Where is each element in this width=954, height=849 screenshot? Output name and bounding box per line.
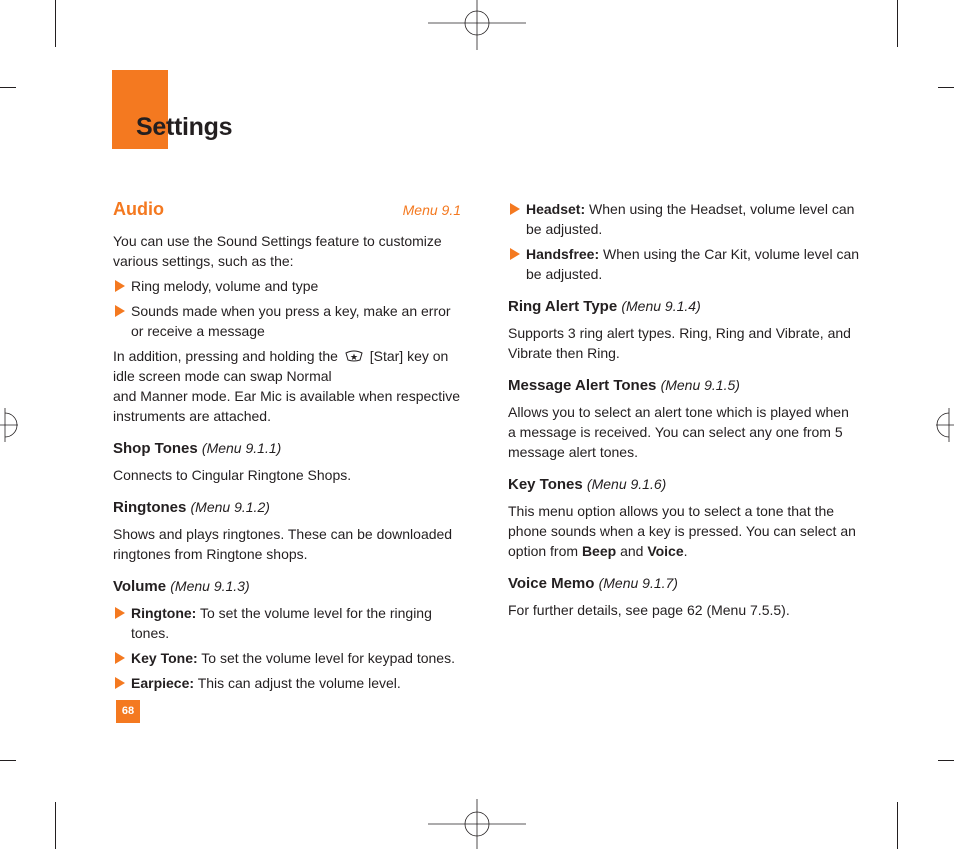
crop-mark: [897, 802, 898, 849]
list-item: Earpiece: This can adjust the volume level.: [113, 673, 465, 693]
section-heading: Message Alert Tones (Menu 9.1.5): [508, 377, 740, 394]
crop-mark: [55, 802, 56, 849]
section-body: This menu option allows you to select a tone that the phone sounds when a key is pressed. You can select an option from Beep and Voice.: [508, 503, 856, 559]
list-item: Handsfree: When using the Car Kit, volume level can be adjusted.: [508, 244, 860, 284]
list-item: Sounds made when you press a key, make an error or receive a message: [113, 301, 465, 341]
arrow-bullet-icon: [115, 677, 125, 689]
crop-mark: [55, 0, 56, 47]
registration-mark: [428, 0, 526, 50]
registration-mark: [936, 408, 954, 442]
audio-title: Audio: [113, 199, 164, 219]
star-key-icon: [345, 350, 363, 362]
list-item: Headset: When using the Headset, volume level can be adjusted.: [508, 199, 860, 239]
list-item: Ringtone: To set the volume level for the ringing tones.: [113, 603, 465, 643]
section-heading: Shop Tones (Menu 9.1.1): [113, 440, 282, 457]
audio-intro: You can use the Sound Settings feature to customize various settings, such as the:: [113, 233, 442, 269]
section-body: Shows and plays ringtones. These can be downloaded ringtones from Ringtone shops.: [113, 526, 453, 562]
section-body: Supports 3 ring alert types. Ring, Ring and Vibrate, and Vibrate then Ring.: [508, 325, 851, 361]
audio-heading: [113, 199, 465, 221]
left-column: [113, 199, 465, 693]
arrow-bullet-icon: [510, 248, 520, 260]
arrow-bullet-icon: [115, 607, 125, 619]
section-body: For further details, see page 62 (Menu 7.5.5).: [508, 602, 790, 618]
page-title: Settings: [136, 113, 233, 141]
section-heading: Voice Memo (Menu 9.1.7): [508, 575, 678, 592]
registration-mark: [0, 408, 18, 442]
arrow-bullet-icon: [115, 305, 125, 317]
section-heading: Ring Alert Type (Menu 9.1.4): [508, 298, 701, 315]
crop-mark: [938, 760, 954, 761]
section-body: Allows you to select an alert tone which is played when a message is received. You can select any one from 5 message alert tones.: [508, 404, 849, 460]
arrow-bullet-icon: [115, 280, 125, 292]
audio-menu-number: Menu 9.1: [402, 202, 461, 218]
crop-mark: [0, 760, 16, 761]
section-heading: Key Tones (Menu 9.1.6): [508, 476, 667, 493]
crop-mark: [897, 0, 898, 47]
registration-mark: [428, 799, 526, 849]
crop-mark: [0, 87, 16, 88]
section-heading: Ringtones (Menu 9.1.2): [113, 499, 270, 516]
arrow-bullet-icon: [115, 652, 125, 664]
page-number: 68: [116, 700, 140, 723]
arrow-bullet-icon: [510, 203, 520, 215]
crop-mark: [938, 87, 954, 88]
list-item: Ring melody, volume and type: [113, 276, 465, 296]
list-item: Key Tone: To set the volume level for keypad tones.: [113, 648, 465, 668]
section-body: Connects to Cingular Ringtone Shops.: [113, 467, 352, 483]
section-heading: Volume (Menu 9.1.3): [113, 578, 250, 595]
right-column: [508, 199, 860, 620]
star-key-paragraph: In addition, pressing and holding the [Star] key on idle screen mode can swap Normal and Manner mode. Ear Mic is available when respective instruments are attached.: [113, 348, 461, 424]
